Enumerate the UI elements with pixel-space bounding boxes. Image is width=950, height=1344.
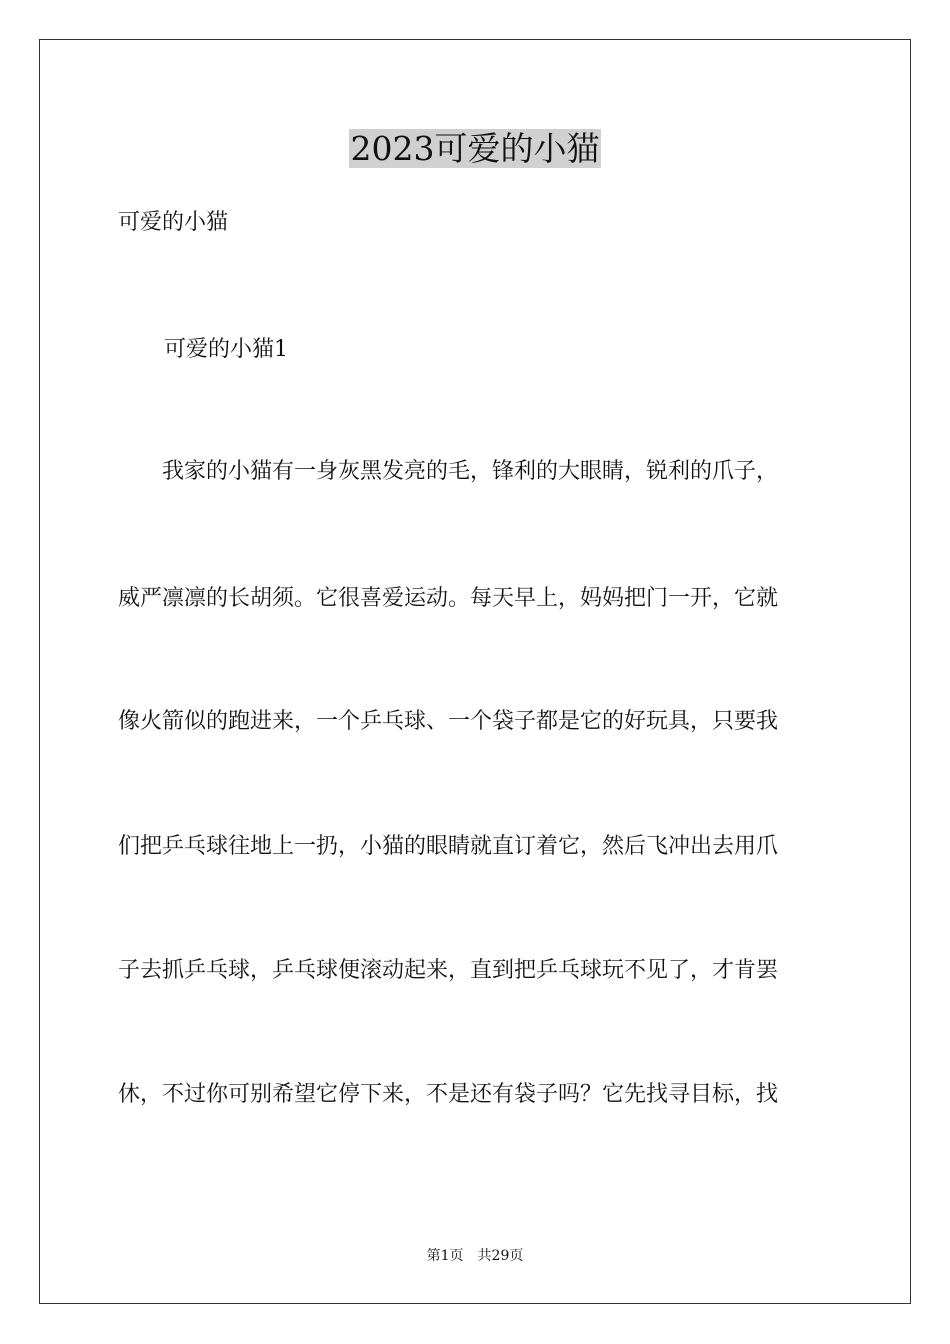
section-heading: 可爱的小猫1 bbox=[164, 337, 288, 362]
paragraph-line: 们把乒乓球往地上一扔，小猫的眼睛就直订着它，然后飞冲出去用爪 bbox=[118, 834, 779, 859]
paragraph-line: 威严凛凛的长胡须。它很喜爱运动。每天早上，妈妈把门一开，它就 bbox=[118, 586, 779, 611]
paragraph-line: 我家的小猫有一身灰黑发亮的毛，锋利的大眼睛，锐利的爪子， bbox=[118, 459, 779, 484]
document-title: 2023可爱的小猫 bbox=[350, 129, 600, 168]
paragraph-line: 子去抓乒乓球，乒乓球便滚动起来，直到把乒乓球玩不见了，才肯罢 bbox=[118, 958, 779, 983]
document-subtitle: 可爱的小猫 bbox=[118, 210, 229, 235]
page-number-footer: 第1页 共29页 bbox=[426, 1248, 524, 1264]
paragraph-line: 像火箭似的跑进来，一个乒乓球、一个袋子都是它的好玩具，只要我 bbox=[118, 709, 779, 734]
paragraph-line: 休，不过你可别希望它停下来，不是还有袋子吗？它先找寻目标，找 bbox=[118, 1082, 779, 1107]
